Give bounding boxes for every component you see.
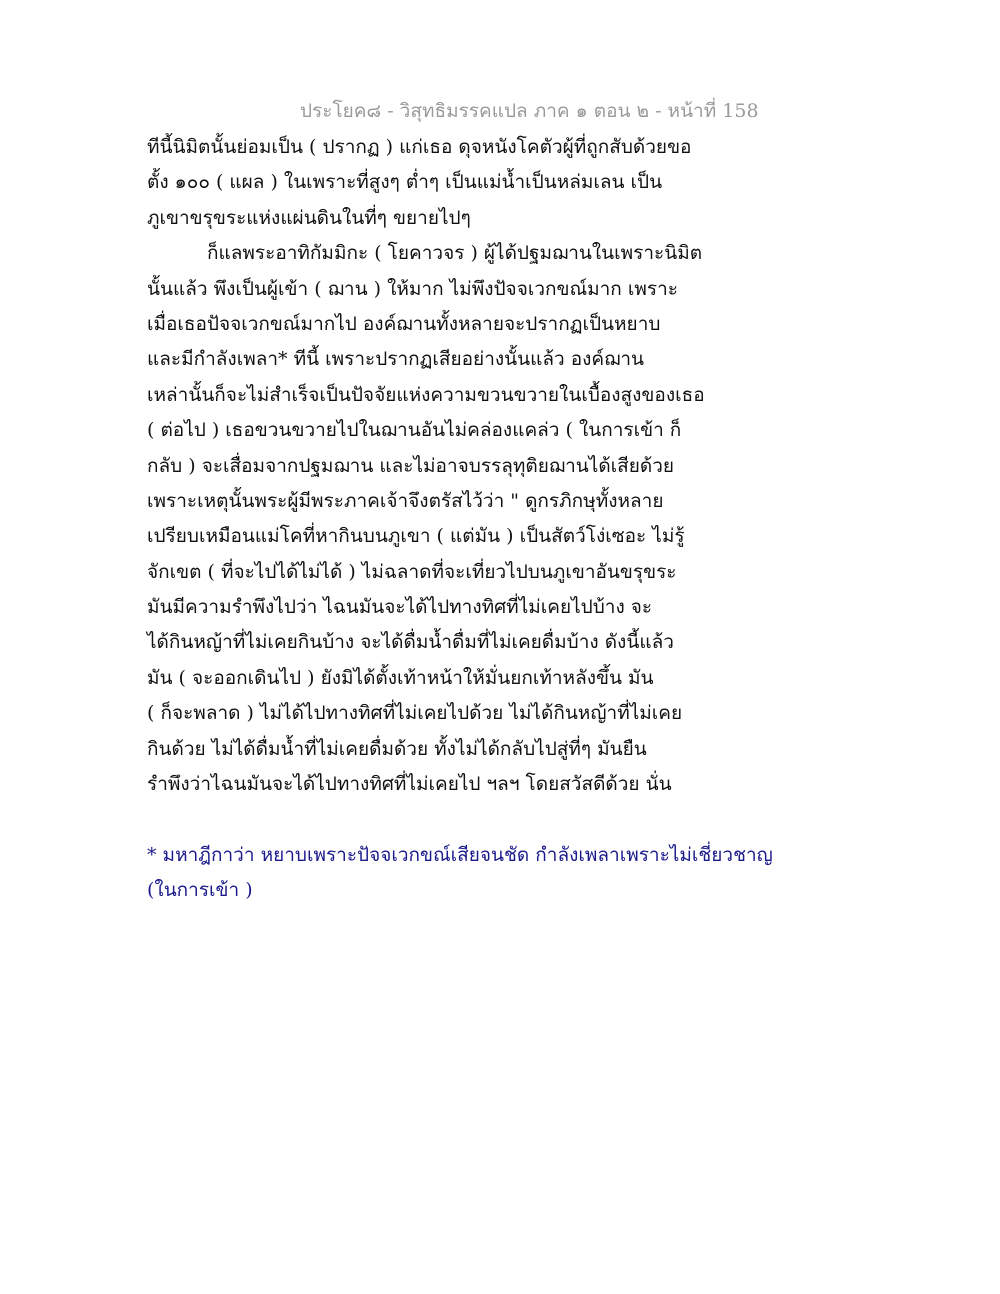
- body-line: เปรียบเหมือนแม่โคที่หากินบนภูเขา ( แต่มัน ) เป็นสัตว์โง่เซอะ ไม่รู้: [147, 525, 685, 548]
- body-line: และมีกำลังเพลา* ทีนี้ เพราะปรากฏเสียอย่างนั้นแล้ว องค์ฌาน: [147, 348, 645, 371]
- body-line: กินด้วย ไม่ได้ดื่มน้ำที่ไม่เคยดื่มด้วย ทั้งไม่ได้กลับไปสู่ที่ๆ มันยืน: [147, 737, 647, 760]
- body-line: รำพึงว่าไฉนมันจะได้ไปทางทิศที่ไม่เคยไป ฯลฯ โดยสวัสดีด้วย นั่น: [147, 773, 672, 796]
- body-line: เหล่านั้นก็จะไม่สำเร็จเป็นปัจจัยแห่งความขวนขวายในเบื้องสูงของเธอ: [147, 383, 705, 406]
- body-line: เมื่อเธอปัจจเวกขณ์มากไป องค์ฌานทั้งหลายจะปรากฏเป็นหยาบ: [147, 312, 661, 335]
- body-line: กลับ ) จะเสื่อมจากปฐมฌาน และไม่อาจบรรลุทุติยฌานได้เสียด้วย: [147, 454, 675, 477]
- footnote: [147, 838, 773, 908]
- body-line: ได้กินหญ้าที่ไม่เคยกินบ้าง จะได้ดื่มน้ำดื่มที่ไม่เคยดื่มบ้าง ดังนี้แล้ว: [147, 631, 674, 654]
- footnote-line: (ในการเข้า ): [147, 879, 253, 901]
- footnote-line: * มหาฎีกาว่า หยาบเพราะปัจจเวกขณ์เสียจนชัด กำลังเพลาเพราะไม่เชี่ยวชาญ: [147, 844, 773, 866]
- body-line: มัน ( จะออกเดินไป ) ยังมิได้ตั้งเท้าหน้าให้มั่นยกเท้าหลังขึ้น มัน: [147, 666, 654, 689]
- body-line: นั้นแล้ว พึงเป็นผู้เข้า ( ฌาน ) ให้มาก ไม่พึงปัจจเวกขณ์มาก เพราะ: [147, 277, 678, 300]
- body-text: [147, 130, 707, 802]
- body-line: เพราะเหตุนั้นพระผู้มีพระภาคเจ้าจึงตรัสไว้ว่า " ดูกรภิกษุทั้งหลาย: [147, 489, 664, 512]
- body-line: ตั้ง ๑๐๐ ( แผล ) ในเพราะที่สูงๆ ต่ำๆ เป็นแม่น้ำเป็นหล่มเลน เป็น: [147, 171, 663, 194]
- body-line: มันมีความรำพึงไปว่า ไฉนมันจะได้ไปทางทิศที่ไม่เคยไปบ้าง จะ: [147, 596, 653, 619]
- body-line: ภูเขาขรุขระแห่งแผ่นดินในที่ๆ ขยายไปๆ: [147, 206, 471, 229]
- body-line: ทีนี้นิมิตนั้นย่อมเป็น ( ปรากฏ ) แก่เธอ ดุจหนังโคตัวผู้ที่ถูกสับด้วยขอ: [147, 136, 692, 158]
- paragraph-first-line: ก็แลพระอาทิกัมมิกะ ( โยคาวจร ) ผู้ได้ปฐมฌานในเพราะนิมิต: [207, 242, 703, 265]
- body-line: ( ก็จะพลาด ) ไม่ได้ไปทางทิศที่ไม่เคยไปด้วย ไม่ได้กินหญ้าที่ไม่เคย: [147, 702, 683, 725]
- running-header: ประโยค๘ - วิสุทธิมรรคแปล ภาค ๑ ตอน ๒ - หน้าที่ 158: [300, 100, 759, 122]
- body-line: จักเขต ( ที่จะไปได้ไม่ได้ ) ไม่ฉลาดที่จะเที่ยวไปบนภูเขาอันขรุขระ: [147, 560, 677, 583]
- body-line: ( ต่อไป ) เธอขวนขวายไปในฌานอันไม่คล่องแคล่ว ( ในการเข้า ก็: [147, 419, 682, 442]
